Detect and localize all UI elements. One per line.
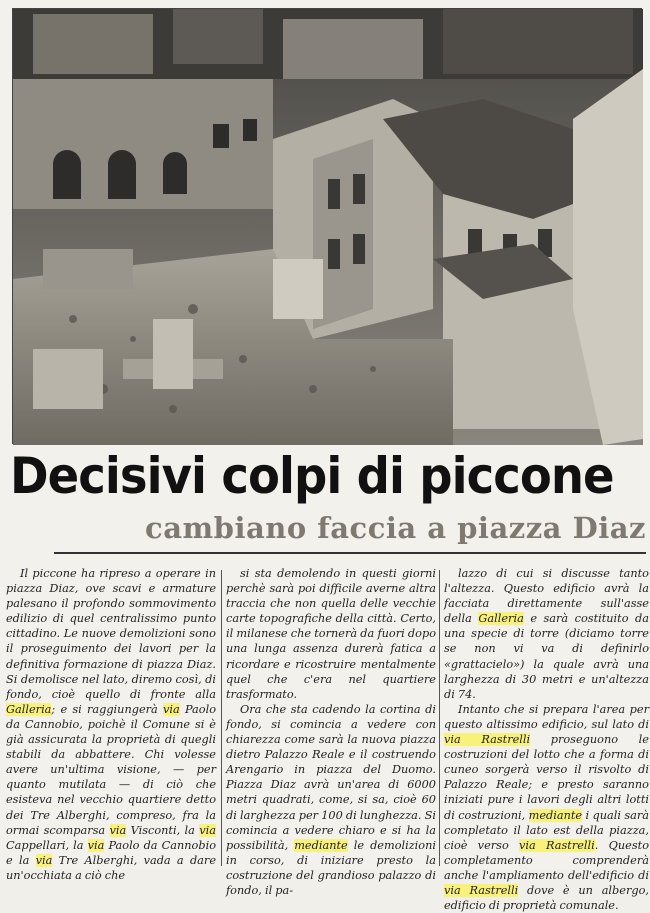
subheadline: cambiano faccia a piazza Diaz: [145, 511, 646, 545]
paragraph-text: Visconti, la: [126, 823, 200, 837]
paragraph-text: le demolizioni in corso, di iniziare presto la costruzione del grandioso palazzo di fondo, il pa-: [226, 838, 436, 897]
paragraph-text: dove è un albergo, edificio di proprietà comunale.: [444, 883, 649, 913]
paragraph-text: Ora che sta cadendo la cortina di fondo, si comincia a vedere con chiarezza come sarà la nuova piazza dietro Palazzo Reale e il costruendo Arengario in piazza del Duomo. Piazza Diaz avrà un'area di 6000 metri quadrati, come, si sa, cioè 60 di larghezza per 100 di lunghezza. Si comincia a vedere chiaro e si ha la possibilità,: [226, 702, 436, 852]
headline: Decisivi colpi di piccone: [10, 447, 614, 505]
highlighted-term: mediante: [528, 808, 583, 822]
paragraph-text: Tre Alberghi, vada a dare un'occhiata a ciò che: [6, 853, 217, 882]
paragraph-text: Intanto che si prepara l'area per questo altissimo edificio, sul lato di: [444, 702, 649, 731]
paragraph-text: proseguono le costruzioni del lotto che a forma di cuneo sorgerà verso il risvolto di Palazzo Reale; e presto saranno iniziati pure i lavori degli altri lotti di costruzioni,: [444, 733, 649, 822]
article-paragraph: [444, 566, 649, 702]
demolition-photo: [12, 8, 642, 444]
highlighted-term: Galleria: [478, 612, 524, 626]
article-paragraph: [444, 702, 649, 913]
article-paragraph: [6, 566, 216, 883]
highlighted-term: via: [35, 853, 53, 867]
highlighted-term: via: [109, 823, 127, 837]
highlighted-term: mediante: [294, 838, 348, 852]
paragraph-text: ; e si raggiungerà: [51, 702, 163, 716]
paragraph-text: si sta demolendo in questi giorni perchè sarà poi difficile averne altra traccia che non quella delle vecchie carte topografiche della città. Certo, il milanese che tornerà da fuori dopo una lunga assenza durerà fatica a ricordare e ricostruire mentalmente quel che c'era nel quartiere trasformato.: [226, 567, 436, 701]
article-column-3: [444, 566, 649, 913]
article-column-1: [6, 566, 216, 883]
highlighted-term: Galleria: [6, 702, 52, 716]
paragraph-text: Cappellari, la: [6, 838, 88, 852]
article-paragraph: [226, 566, 436, 702]
article-paragraph: [226, 702, 436, 898]
article-body: [6, 566, 649, 913]
paragraph-text: . Questo completamento comprenderà anche l'ampliamento dell'edificio di: [444, 838, 649, 882]
column-divider: [221, 570, 222, 866]
paragraph-text: Il piccone ha ripreso a operare in piazza Diaz, ove scavi e armature palesano il profondo sommovimento edilizio di quel centralissimo punto cittadino. Le nuove demolizioni sono il proseguimento dei lavori per la definitiva formazione di piazza Diaz. Si demolisce nel lato, diremo così, di fondo, cioè quello di fronte alla: [6, 567, 216, 701]
highlighted-term: via Rastrelli: [519, 838, 595, 852]
highlighted-term: via: [87, 838, 105, 852]
paragraph-text: Paolo da Cannobio, poichè il Comune si è già assicurata la proprietà di quegli stabili da abbattere. Chi volesse avere un'ultima visione, — per quanto mutilata — di ciò che esisteva nel vecchio quartiere detto dei Tre Alberghi, compreso, fra la ormai scomparsa: [6, 702, 216, 837]
highlighted-term: via: [163, 702, 180, 716]
paragraph-text: e sarà costituito da una specie di torre (diciamo torre se non vi va di definirlo «grattacielo») la quale avrà una larghezza di 30 metri e un'altezza di 74.: [444, 612, 649, 701]
paragraph-text: Paolo da Cannobio e la: [6, 838, 217, 867]
paragraph-text: lazzo di cui si discusse tanto l'altezza. Questo edificio avrà la facciata direttamente sull'asse della: [444, 567, 649, 626]
headline-divider: [54, 552, 646, 554]
article-column-2: [226, 566, 436, 898]
highlighted-term: via Rastrelli: [444, 733, 531, 747]
paragraph-text: i quali sarà completato il lato est della piazza, cioè verso: [444, 808, 649, 852]
highlighted-term: via Rastrelli: [444, 883, 519, 897]
demolition-photo-drawing: [13, 9, 643, 445]
highlighted-term: via: [199, 823, 216, 837]
column-divider: [439, 570, 440, 866]
